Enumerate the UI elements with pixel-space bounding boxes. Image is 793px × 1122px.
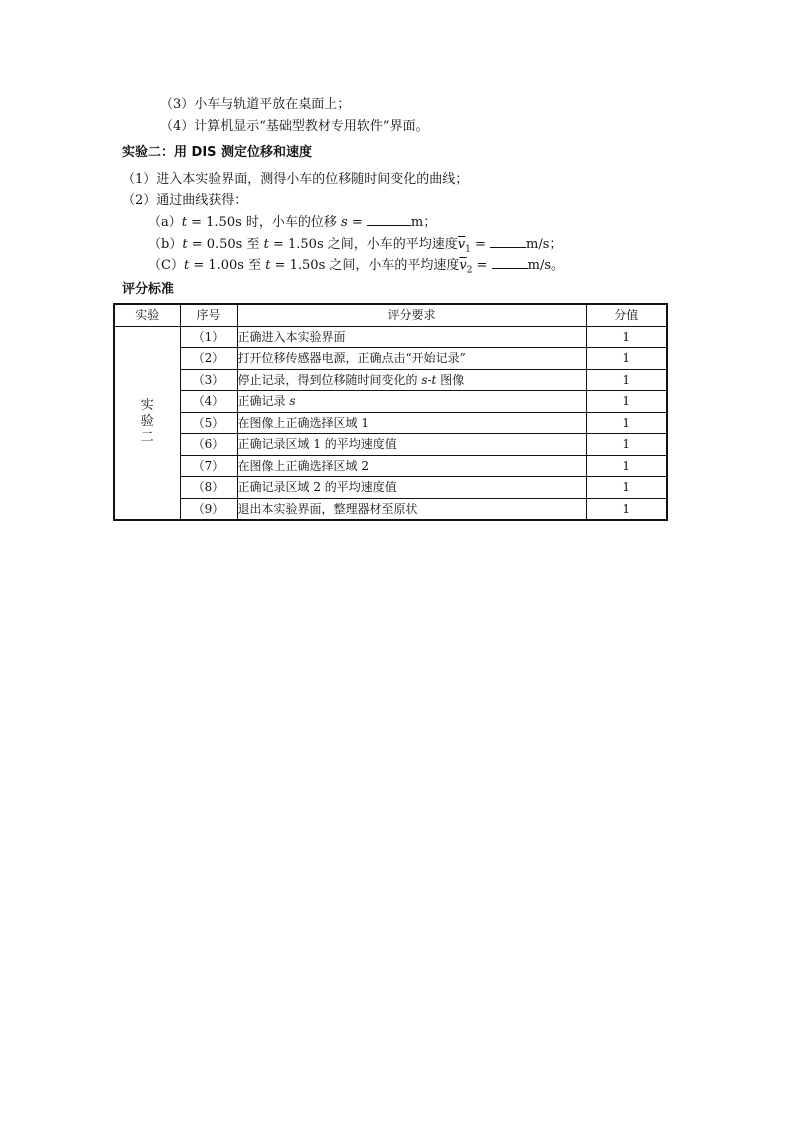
sub-item-prefix: （C）	[148, 258, 184, 273]
intro-line-3: （3）小车与轨道平放在桌面上；	[160, 97, 351, 112]
requirement-cell: 正确进入本实验界面	[237, 326, 586, 348]
section-title: 实验二：用 DIS 测定位移和速度	[122, 145, 313, 160]
unit: m/s。	[527, 258, 565, 273]
seq-cell: （8）	[180, 477, 237, 499]
sub-item-prefix: （a）	[148, 215, 182, 230]
table-row	[114, 434, 667, 456]
requirement-cell	[237, 391, 586, 413]
text: 正确记录	[237, 394, 290, 409]
points-cell: 1	[586, 391, 667, 413]
var-s: s	[341, 215, 348, 230]
table-row	[114, 498, 667, 520]
text: = 0.50s 至	[187, 237, 264, 252]
seq-cell: （6）	[180, 434, 237, 456]
seq-cell: （1）	[180, 326, 237, 348]
header-seq: 序号	[180, 304, 237, 326]
table-row	[114, 455, 667, 477]
equals: =	[472, 258, 492, 273]
table-row	[114, 412, 667, 434]
text: 停止记录，得到位移随时间变化的	[237, 372, 422, 387]
subscript: 2	[466, 265, 473, 276]
step-2: （2）通过曲线获得：	[122, 193, 248, 208]
points-cell: 1	[586, 434, 667, 456]
sub-item-a	[148, 213, 436, 232]
points-cell: 1	[586, 348, 667, 370]
table-row	[114, 477, 667, 499]
requirement-cell	[237, 369, 586, 391]
seq-cell: （4）	[180, 391, 237, 413]
requirement-cell: 退出本实验界面，整理器材至原状	[237, 498, 586, 520]
answer-blank[interactable]	[367, 213, 411, 226]
table-row	[114, 326, 667, 348]
var-v-bar: $\overline{v}$	[457, 237, 466, 252]
requirement-cell: 在图像上正确选择区域 1	[237, 412, 586, 434]
var-t: t	[263, 237, 269, 252]
var-s-t: s-t	[421, 372, 437, 387]
requirement-cell: 打开位移传感器电源，正确点击“开始记录”	[237, 348, 586, 370]
seq-cell: （5）	[180, 412, 237, 434]
experiment-cell	[114, 326, 180, 520]
var-s: s	[289, 394, 296, 409]
equals: =	[470, 237, 491, 252]
points-cell: 1	[586, 369, 667, 391]
grading-table	[113, 303, 668, 521]
text: = 1.00s 至	[189, 258, 266, 273]
answer-blank[interactable]	[490, 235, 526, 248]
seq-cell: （9）	[180, 498, 237, 520]
seq-cell: （2）	[180, 348, 237, 370]
var-t: t	[265, 258, 271, 273]
var-t: t	[182, 237, 188, 252]
table-row	[114, 391, 667, 413]
text: = 1.50s 之间，小车的平均速度	[268, 237, 458, 252]
table-row	[114, 369, 667, 391]
sub-item-c	[148, 256, 564, 280]
experiment-label: 实验二	[140, 398, 154, 446]
sub-item-prefix: （b）	[148, 237, 183, 252]
points-cell: 1	[586, 326, 667, 348]
intro-line-4: （4）计算机显示“基础型教材专用软件”界面。	[160, 119, 429, 134]
step-1: （1）进入本实验界面，测得小车的位移随时间变化的曲线；	[122, 172, 469, 187]
equals: =	[347, 215, 367, 230]
unit: m/s；	[526, 237, 563, 252]
text: 图像	[436, 372, 465, 387]
grading-title: 评分标准	[122, 282, 175, 297]
points-cell: 1	[586, 455, 667, 477]
unit: m；	[410, 215, 437, 230]
text: = 1.50s 时，小车的位移	[187, 215, 342, 230]
answer-blank[interactable]	[492, 256, 528, 269]
seq-cell: （3）	[180, 369, 237, 391]
points-cell: 1	[586, 498, 667, 520]
requirement-cell: 在图像上正确选择区域 2	[237, 455, 586, 477]
points-cell: 1	[586, 477, 667, 499]
header-points: 分值	[586, 304, 667, 326]
header-experiment: 实验	[114, 304, 180, 326]
requirement-cell: 正确记录区域 1 的平均速度值	[237, 434, 586, 456]
var-t: t	[183, 258, 190, 273]
text: = 1.50s 之间，小车的平均速度	[270, 258, 460, 273]
table-row	[114, 348, 667, 370]
var-t: t	[181, 215, 187, 230]
var-v-bar: $\overline{v}$	[459, 258, 467, 273]
points-cell: 1	[586, 412, 667, 434]
subscript: 1	[465, 244, 471, 255]
requirement-cell: 正确记录区域 2 的平均速度值	[237, 477, 586, 499]
header-requirement: 评分要求	[237, 304, 586, 326]
seq-cell: （7）	[180, 455, 237, 477]
table-header-row	[114, 304, 667, 326]
